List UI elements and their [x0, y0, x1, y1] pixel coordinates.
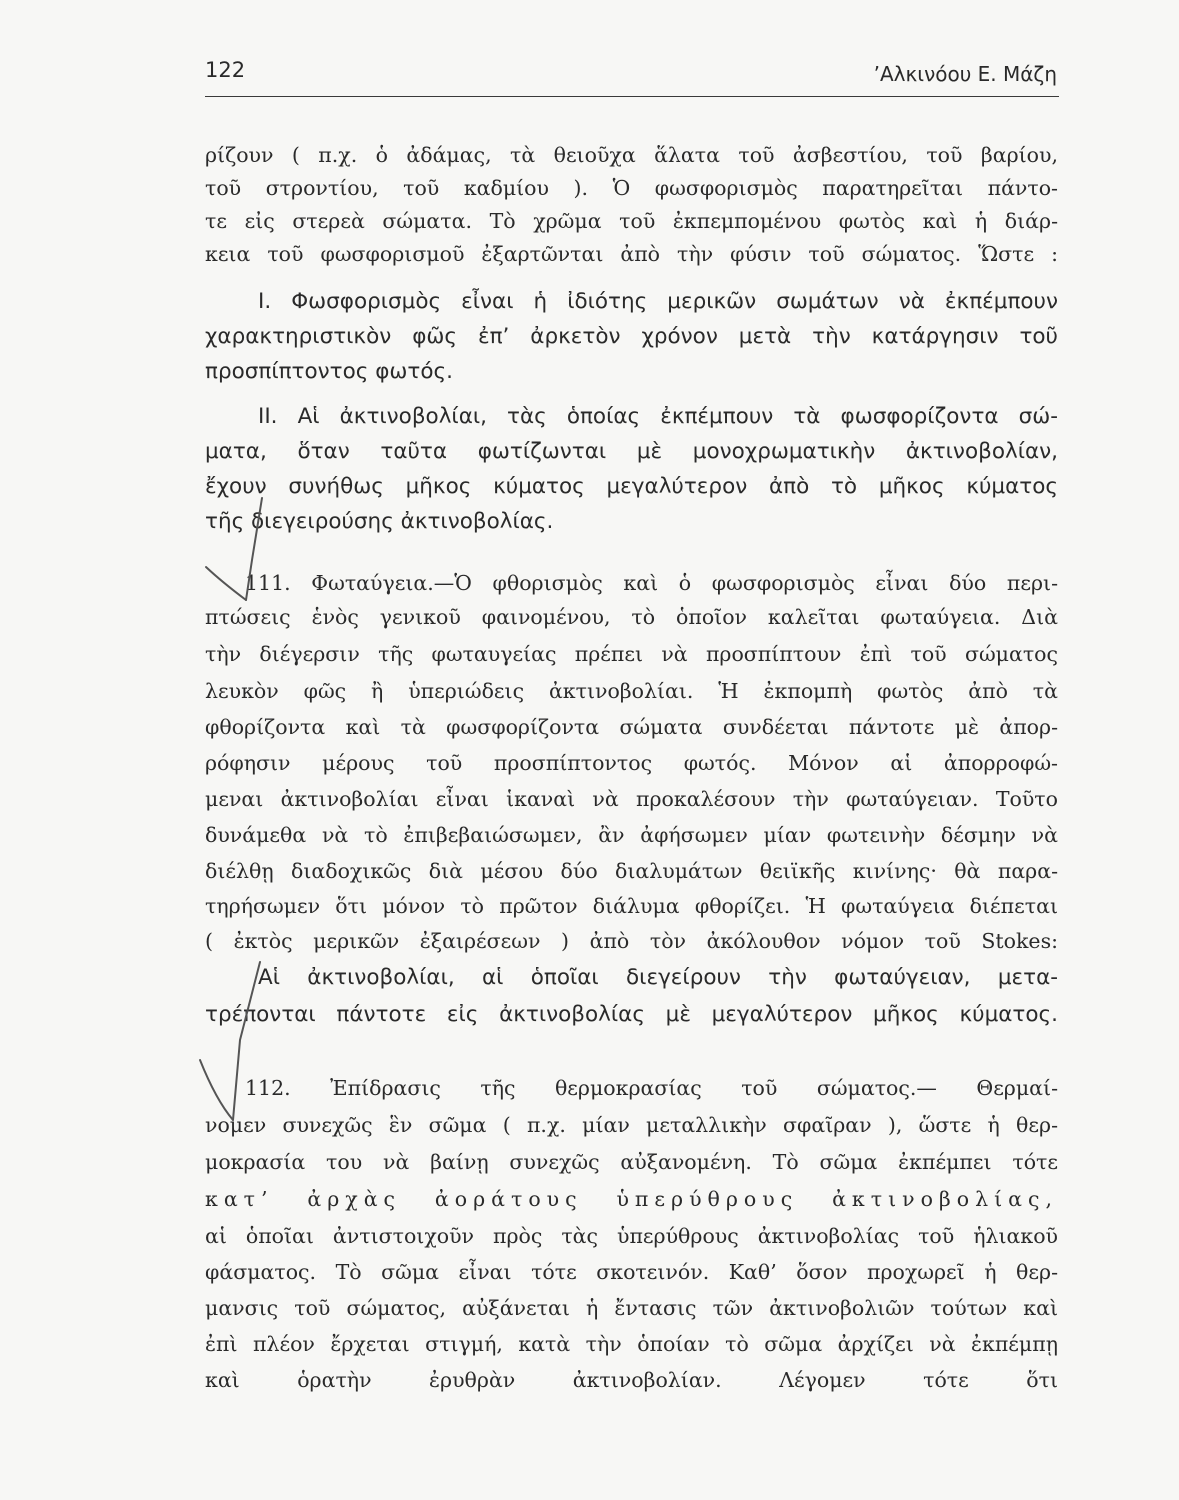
header-rule	[205, 96, 1059, 97]
text-line: II. Αἱ ἀκτινοβολίαι, τὰς ὁποίας ἐκπέμπουν τὰ φωσφορίζοντα σώ-	[258, 404, 1058, 429]
text-line: ματα, ὅταν ταῦτα φωτίζωνται μὲ μονοχρωματικὴν ἀκτινοβολίαν,	[205, 439, 1058, 464]
text-line: ἐπὶ πλέον ἔρχεται στιγμή, κατὰ τὴν ὁποίαν τὸ σῶμα ἀρχίζει νὰ ἐκπέμπῃ	[205, 1332, 1058, 1356]
text-line: κατ’ ἀρχὰς ἀοράτους ὑπερύθρους ἀκτινοβολίας,	[205, 1187, 1058, 1211]
running-head: ’Αλκινόου Ε. Μάζη	[873, 62, 1057, 86]
law-statement-line: τρέπονται πάντοτε εἰς ἀκτινοβολίας μὲ μεγαλύτερον μῆκος κύματος.	[205, 1002, 1058, 1027]
text-line: φθορίζοντα καὶ τὰ φωσφορίζοντα σώματα συνδέεται πάντοτε μὲ ἀπορ-	[205, 715, 1058, 739]
pencil-tick-111	[206, 567, 246, 600]
text-line: ρίζουν ( π.χ. ὁ ἀδάμας, τὰ θειοῦχα ἅλατα τοῦ ἀσβεστίου, τοῦ βαρίου,	[205, 143, 1058, 167]
text-line: μανσις τοῦ σώματος, αὐξάνεται ἡ ἔντασις τῶν ἀκτινοβολιῶν τούτων καὶ	[205, 1296, 1058, 1320]
text-line: τηρήσωμεν ὅτι μόνον τὸ πρῶτον διάλυμα φθορίζει. Ἡ φωταύγεια διέπεται	[205, 894, 1058, 918]
text-line: καὶ ὁρατὴν ἐρυθρὰν ἀκτινοβολίαν. Λέγομεν τότε ὅτι	[205, 1368, 1058, 1392]
text-line: ἔχουν συνήθως μῆκος κύματος μεγαλύτερον ἀπὸ τὸ μῆκος κύματος	[205, 474, 1058, 499]
section-heading-112: 112. Ἐπίδρασις τῆς θερμοκρασίας τοῦ σώματος.— Θερμαί-	[245, 1076, 1058, 1100]
text-line: διέλθῃ διαδοχικῶς διὰ μέσου δύο διαλυμάτων θειϊκῆς κινίνης· θὰ παρα-	[205, 859, 1058, 883]
text-line: τοῦ στροντίου, τοῦ καδμίου ). Ὁ φωσφορισμὸς παρατηρεῖται πάντο-	[205, 176, 1058, 200]
page-number: 122	[205, 58, 246, 82]
text-line: μοκρασία του νὰ βαίνῃ συνεχῶς αὐξανομένη. Τὸ σῶμα ἐκπέμπει τότε	[205, 1150, 1058, 1174]
text-line: αἱ ὁποῖαι ἀντιστοιχοῦν πρὸς τὰς ὑπερύθρους ἀκτινοβολίας τοῦ ἡλιακοῦ	[205, 1224, 1058, 1248]
text-line: τε εἰς στερεὰ σώματα. Τὸ χρῶμα τοῦ ἐκπεμπομένου φωτὸς καὶ ἡ διάρ-	[205, 209, 1058, 233]
text-line: πτώσεις ἑνὸς γενικοῦ φαινομένου, τὸ ὁποῖον καλεῖται φωταύγεια. Διὰ	[205, 605, 1058, 629]
section-heading-111: 111. Φωταύγεια.—Ὁ φθορισμὸς καὶ ὁ φωσφορισμὸς εἶναι δύο περι-	[245, 571, 1058, 595]
text-line: τὴν διέγερσιν τῆς φωταυγείας πρέπει νὰ προσπίπτουν ἐπὶ τοῦ σώματος	[205, 642, 1058, 666]
text-line: λευκὸν φῶς ἢ ὑπεριώδεις ἀκτινοβολίαι. Ἡ ἐκπομπὴ φωτὸς ἀπὸ τὰ	[205, 679, 1058, 703]
text-line: χαρακτηριστικὸν φῶς ἐπ’ ἀρκετὸν χρόνον μετὰ τὴν κατάργησιν τοῦ	[205, 324, 1058, 349]
law-statement-line: Αἱ ἀκτινοβολίαι, αἱ ὁποῖαι διεγείρουν τὴν φωταύγειαν, μετα-	[258, 965, 1058, 990]
text-line: τῆς διεγειρούσης ἀκτινοβολίας.	[205, 509, 554, 534]
text-line: νομεν συνεχῶς ἓν σῶμα ( π.χ. μίαν μεταλλικὴν σφαῖραν ), ὥστε ἡ θερ-	[205, 1113, 1058, 1137]
text-line: μεναι ἀκτινοβολίαι εἶναι ἱκαναὶ νὰ προκαλέσουν τὴν φωταύγειαν. Τοῦτο	[205, 787, 1058, 811]
text-line: ( ἐκτὸς μερικῶν ἐξαιρέσεων ) ἀπὸ τὸν ἀκόλουθον νόμον τοῦ Stokes:	[205, 929, 1058, 953]
text-line: κεια τοῦ φωσφορισμοῦ ἐξαρτῶνται ἀπὸ τὴν φύσιν τοῦ σώματος. Ὥστε :	[205, 242, 1058, 266]
text-line: προσπίπτοντος φωτός.	[205, 359, 453, 384]
text-line: φάσματος. Τὸ σῶμα εἶναι τότε σκοτεινόν. Καθ’ ὅσον προχωρεῖ ἡ θερ-	[205, 1260, 1058, 1284]
text-line: ρόφησιν μέρους τοῦ προσπίπτοντος φωτός. Μόνον αἱ ἀπορροφώ-	[205, 751, 1058, 775]
text-line: I. Φωσφορισμὸς εἶναι ἡ ἰδιότης μερικῶν σωμάτων νὰ ἐκπέμπουν	[258, 289, 1058, 314]
text-line: δυνάμεθα νὰ τὸ ἐπιβεβαιώσωμεν, ἂν ἀφήσωμεν μίαν φωτεινὴν δέσμην νὰ	[205, 823, 1058, 847]
